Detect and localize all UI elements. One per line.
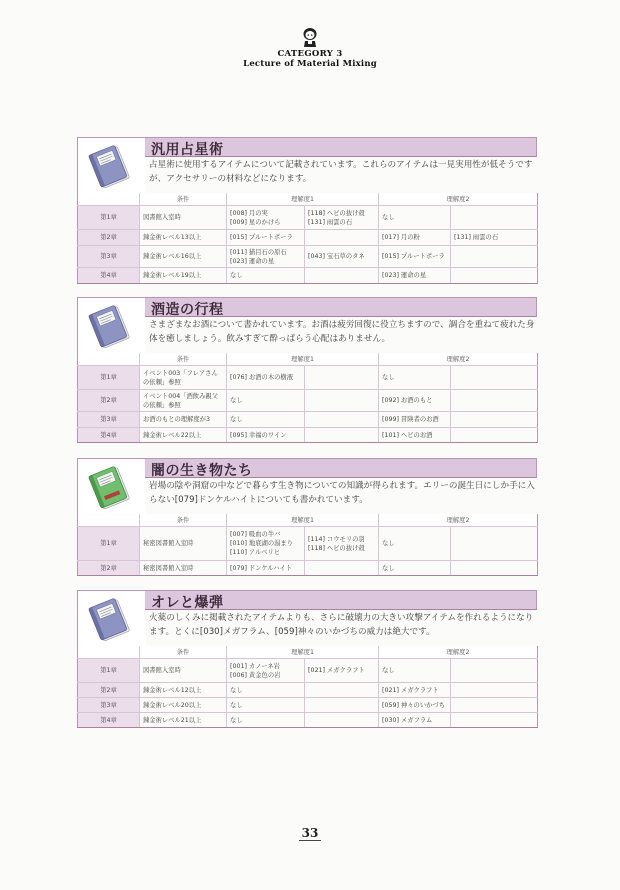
- section-1: [77, 137, 537, 283]
- understanding2-cell-b: [451, 412, 538, 428]
- book-icon: [77, 297, 146, 354]
- understanding2-cell-a: [379, 366, 451, 390]
- section-title: オレと爆弾: [151, 595, 224, 611]
- section-description: 岩場の陰や洞窟の中などで暮らす生き物についての知識が得られます。エリーの誕生日にしか手に入らない[079]ドンケルハイトについても書かれています。: [149, 481, 535, 505]
- understanding2-cell-b: [451, 206, 538, 230]
- book-icon: [77, 137, 146, 194]
- condition-cell: 錬金術レベル12以上: [140, 683, 227, 698]
- item-entry: [007] 吸血の牛バ: [230, 531, 281, 538]
- condition-cell: お酒のもとの理解度が3: [140, 412, 227, 428]
- header-understanding2: 理解度2: [379, 514, 538, 527]
- item-entry: [101] ヘビのお酒: [382, 431, 433, 439]
- requirements-table: [77, 646, 538, 728]
- item-entry: [092] お酒のもと: [382, 397, 433, 404]
- understanding1-cell-b: [305, 713, 379, 728]
- understanding2-cell-b: [451, 527, 538, 561]
- chapter-cell: 第4章: [78, 713, 140, 728]
- header-blank: [78, 514, 140, 527]
- understanding1-cell-b: [305, 268, 379, 284]
- table-header-row: [78, 193, 538, 206]
- understanding2-cell-a: [379, 230, 451, 246]
- item-entry: [030] メガフラム: [382, 716, 433, 724]
- table-header-row: [78, 353, 538, 366]
- book-icon: [77, 590, 146, 647]
- understanding1-cell-b: [305, 527, 379, 561]
- item-entry: [008] 月の実: [230, 209, 268, 217]
- header-understanding2: 理解度2: [379, 353, 538, 366]
- chapter-cell: 第2章: [78, 561, 140, 576]
- requirements-table: [77, 514, 538, 576]
- chapter-cell: 第4章: [78, 268, 140, 284]
- item-entry: なし: [230, 397, 243, 404]
- item-entry: なし: [230, 272, 243, 279]
- chapter-cell: 第2章: [78, 683, 140, 698]
- green-book-icon: [86, 463, 136, 511]
- understanding2-cell-b: [451, 268, 538, 284]
- understanding1-cell-b: [305, 698, 379, 713]
- table-row: [78, 659, 538, 683]
- chapter-cell: 第4章: [78, 428, 140, 443]
- item-entry: なし: [382, 214, 395, 221]
- understanding1-cell-b: [305, 659, 379, 683]
- table-header-row: [78, 514, 538, 527]
- understanding2-cell-a: [379, 659, 451, 683]
- item-entry: [021] メガクラフト: [308, 667, 365, 674]
- section-title: 闇の生き物たち: [151, 463, 253, 479]
- chapter-cell: 第2章: [78, 390, 140, 412]
- table-header-row: [78, 646, 538, 659]
- table-row: [78, 390, 538, 412]
- mascot-icon: [300, 26, 320, 48]
- item-entry: [043] 宝石草のタネ: [308, 253, 365, 260]
- header-condition: 条件: [140, 646, 227, 659]
- understanding2-cell-b: [451, 230, 538, 246]
- item-entry: [021] メガクラフト: [382, 686, 439, 694]
- item-entry: [114] コウモリの羽: [308, 535, 365, 543]
- condition-cell: イベント004「酒飲み親父の依頼」参照: [140, 390, 227, 412]
- understanding1-cell-b: [305, 683, 379, 698]
- section-3: [77, 458, 537, 575]
- section-description: さまざまなお酒について書かれています。お酒は疲労回復に役立ちますので、調合を重ねて疲れた身体を癒しましょう。飲みすぎて酔っぱらう心配はありません。: [149, 320, 535, 344]
- understanding2-cell-a: [379, 246, 451, 268]
- requirements-table: [77, 193, 538, 284]
- section-2: [77, 297, 537, 442]
- item-entry: [131] 雨雲の石: [454, 234, 499, 241]
- section-description: 占星術に使用するアイテムについて記載されています。これらのアイテムは一見実用性が低そうですが、アクセサリーの材料などになります。: [149, 160, 533, 184]
- category-title: CATEGORY 3: [277, 49, 343, 59]
- understanding2-cell-b: [451, 698, 538, 713]
- chapter-cell: 第3章: [78, 412, 140, 428]
- item-entry: [017] 月の粉: [382, 234, 420, 241]
- blue-book-icon: [86, 595, 136, 643]
- item-entry: [118] ヘビの抜け殻: [308, 544, 365, 552]
- item-entry: [076] お酒の木の樹液: [230, 374, 294, 381]
- item-entry: なし: [382, 374, 395, 381]
- item-entry: [015] プルートポーラ: [230, 234, 293, 241]
- header-condition: 条件: [140, 353, 227, 366]
- understanding1-cell-b: [305, 206, 379, 230]
- header-understanding2: 理解度2: [379, 646, 538, 659]
- item-entry: [023] 運命の星: [230, 257, 275, 265]
- header-understanding1: 理解度1: [227, 193, 379, 206]
- item-entry: [110] アルベリヒ: [230, 549, 281, 556]
- table-row: [78, 561, 538, 576]
- header-understanding1: 理解度1: [227, 646, 379, 659]
- section-4: [77, 590, 537, 727]
- understanding2-cell-a: [379, 412, 451, 428]
- understanding2-cell-a: [379, 527, 451, 561]
- understanding2-cell-b: [451, 390, 538, 412]
- understanding2-cell-a: [379, 428, 451, 443]
- item-entry: なし: [230, 716, 243, 724]
- item-entry: なし: [230, 416, 243, 423]
- item-entry: [131] 雨雲の石: [308, 218, 353, 226]
- understanding1-cell-a: [227, 206, 305, 230]
- header-blank: [78, 646, 140, 659]
- section-title: 汎用占星術: [151, 142, 224, 158]
- condition-cell: イベント003「フレアさんの依頼」参照: [140, 366, 227, 390]
- table-row: [78, 268, 538, 284]
- understanding2-cell-b: [451, 561, 538, 576]
- chapter-cell: 第3章: [78, 246, 140, 268]
- understanding1-cell-a: [227, 659, 305, 683]
- understanding2-cell-b: [451, 683, 538, 698]
- chapter-cell: 第1章: [78, 659, 140, 683]
- understanding2-cell-a: [379, 561, 451, 576]
- item-entry: なし: [382, 667, 395, 674]
- understanding2-cell-a: [379, 268, 451, 284]
- understanding1-cell-b: [305, 561, 379, 576]
- table-row: [78, 366, 538, 390]
- table-row: [78, 246, 538, 268]
- understanding2-cell-b: [451, 428, 538, 443]
- understanding1-cell-a: [227, 428, 305, 443]
- header-understanding1: 理解度1: [227, 353, 379, 366]
- chapter-cell: 第1章: [78, 527, 140, 561]
- understanding1-cell-a: [227, 412, 305, 428]
- understanding1-cell-a: [227, 683, 305, 698]
- condition-cell: 錬金術レベル20以上: [140, 698, 227, 713]
- item-entry: [099] 冒険者のお酒: [382, 416, 439, 423]
- condition-cell: 図書館入室時: [140, 659, 227, 683]
- blue-book-icon: [86, 142, 136, 190]
- understanding1-cell-b: [305, 428, 379, 443]
- category-subtitle: Lecture of Material Mixing: [243, 59, 377, 69]
- section-description: 火薬のしくみに掲載されたアイテムよりも、さらに破壊力の大きい攻撃アイテムを作れるようになります。とくに[030]メガフラム、[059]神々のいかづちの威力は絶大です。: [149, 613, 534, 637]
- understanding1-cell-b: [305, 246, 379, 268]
- understanding1-cell-a: [227, 698, 305, 713]
- header-understanding1: 理解度1: [227, 514, 379, 527]
- page-number: 33: [0, 826, 620, 840]
- header-blank: [78, 193, 140, 206]
- condition-cell: 錬金術レベル19以上: [140, 268, 227, 284]
- item-entry: なし: [230, 686, 243, 694]
- book-icon: [77, 458, 146, 515]
- understanding2-cell-b: [451, 659, 538, 683]
- section-title-bar: [145, 590, 537, 610]
- understanding1-cell-b: [305, 366, 379, 390]
- understanding2-cell-a: [379, 713, 451, 728]
- blue-book-icon: [86, 302, 136, 350]
- understanding1-cell-a: [227, 230, 305, 246]
- item-entry: なし: [382, 564, 395, 572]
- condition-cell: 錬金術レベル21以上: [140, 713, 227, 728]
- condition-cell: 秘密図書館入室時: [140, 527, 227, 561]
- item-entry: [079] ドンケルハイト: [230, 564, 293, 572]
- understanding1-cell-a: [227, 246, 305, 268]
- item-entry: [010] 地底湖の湯まり: [230, 540, 294, 547]
- understanding2-cell-a: [379, 683, 451, 698]
- requirements-table: [77, 353, 538, 443]
- understanding1-cell-a: [227, 713, 305, 728]
- section-title-bar: [145, 458, 537, 478]
- chapter-cell: 第3章: [78, 698, 140, 713]
- table-row: [78, 412, 538, 428]
- item-entry: [023] 運命の星: [382, 272, 427, 279]
- item-entry: [001] カノーネ岩: [230, 662, 280, 670]
- header-blank: [78, 353, 140, 366]
- item-entry: [011] 猫目石の原石: [230, 248, 287, 256]
- item-entry: [095] 幸福のワイン: [230, 431, 287, 439]
- understanding2-cell-b: [451, 713, 538, 728]
- understanding1-cell-b: [305, 390, 379, 412]
- understanding1-cell-a: [227, 527, 305, 561]
- understanding2-cell-a: [379, 698, 451, 713]
- header-understanding2: 理解度2: [379, 193, 538, 206]
- section-title: 酒造の行程: [151, 302, 224, 318]
- understanding1-cell-a: [227, 561, 305, 576]
- item-entry: [118] ヘビの抜け殻: [308, 209, 365, 217]
- table-row: [78, 698, 538, 713]
- understanding1-cell-a: [227, 268, 305, 284]
- condition-cell: 図書館入室時: [140, 206, 227, 230]
- item-entry: [009] 星のかけら: [230, 218, 281, 226]
- table-row: [78, 527, 538, 561]
- section-title-bar: [145, 137, 537, 157]
- understanding1-cell-a: [227, 366, 305, 390]
- page-header: [0, 26, 620, 69]
- table-row: [78, 428, 538, 443]
- table-row: [78, 713, 538, 728]
- table-row: [78, 683, 538, 698]
- header-condition: 条件: [140, 193, 227, 206]
- section-title-bar: [145, 297, 537, 317]
- understanding2-cell-b: [451, 246, 538, 268]
- item-entry: [006] 黄金色の岩: [230, 671, 281, 679]
- item-entry: [059] 神々のいかづち: [382, 701, 446, 709]
- understanding1-cell-b: [305, 230, 379, 246]
- understanding2-cell-b: [451, 366, 538, 390]
- understanding1-cell-a: [227, 390, 305, 412]
- understanding2-cell-a: [379, 390, 451, 412]
- condition-cell: 錬金術レベル22以上: [140, 428, 227, 443]
- condition-cell: 錬金術レベル16以上: [140, 246, 227, 268]
- chapter-cell: 第2章: [78, 230, 140, 246]
- chapter-cell: 第1章: [78, 206, 140, 230]
- chapter-cell: 第1章: [78, 366, 140, 390]
- header-condition: 条件: [140, 514, 227, 527]
- understanding2-cell-a: [379, 206, 451, 230]
- item-entry: [015] プルートポーラ: [382, 253, 445, 260]
- condition-cell: 秘密図書館入室時: [140, 561, 227, 576]
- condition-cell: 錬金術レベル13以上: [140, 230, 227, 246]
- table-row: [78, 206, 538, 230]
- item-entry: なし: [230, 701, 243, 709]
- item-entry: なし: [382, 540, 395, 547]
- table-row: [78, 230, 538, 246]
- understanding1-cell-b: [305, 412, 379, 428]
